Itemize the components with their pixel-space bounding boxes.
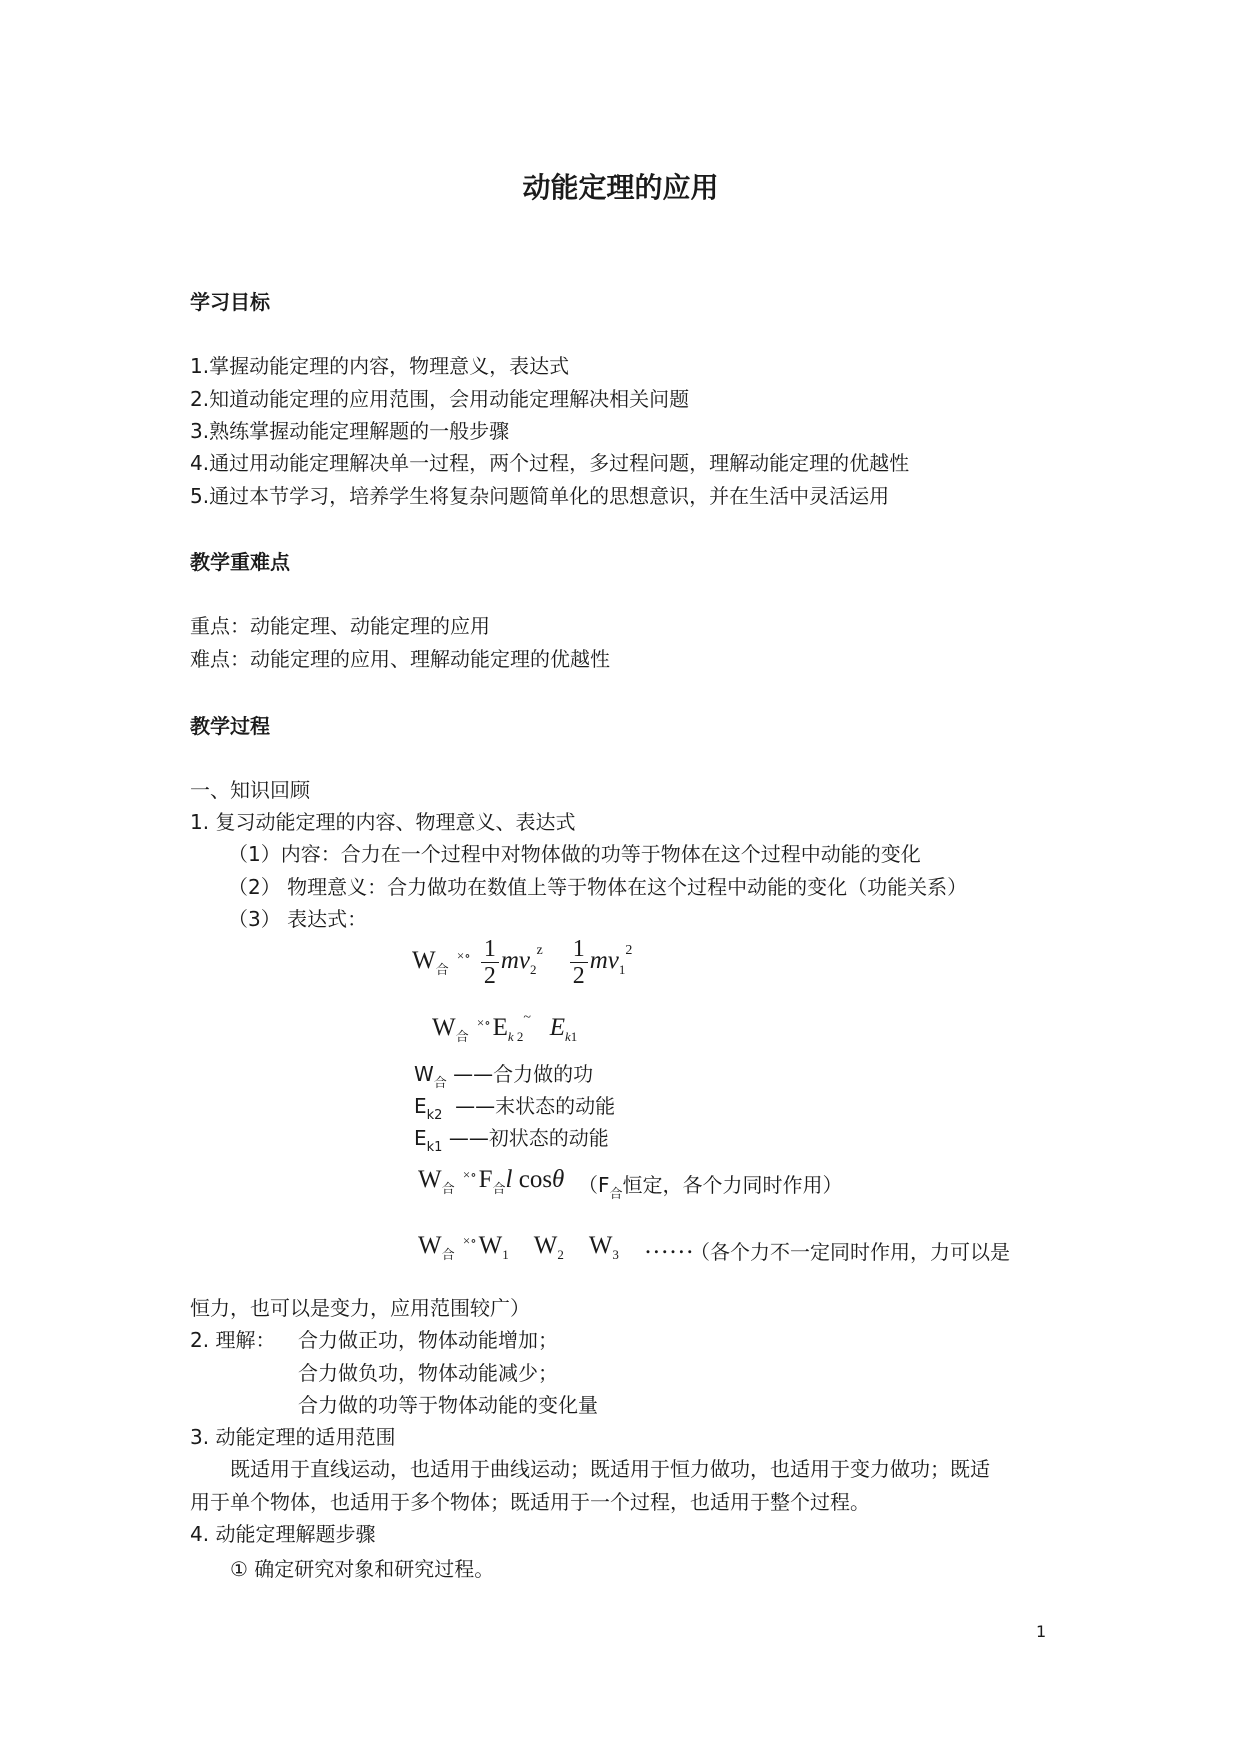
goal-item: 1.掌握动能定理的内容，物理意义，表达式 [190, 354, 570, 378]
sub-item-expression: （3） 表达式： [228, 907, 368, 931]
step-1: ① 确定研究对象和研究过程。 [230, 1557, 495, 1581]
item3-body: 用于单个物体，也适用于多个物体；既适用于一个过程，也适用于整个过程。 [190, 1490, 870, 1514]
item2-line: 合力做的功等于物体动能的变化量 [298, 1393, 598, 1417]
key-points-heading: 教学重难点 [190, 550, 290, 574]
definition-w: $W_合$ ——合力做的功 [414, 1062, 594, 1091]
item3-heading: 3. 动能定理的适用范围 [190, 1425, 396, 1449]
goal-item: 2.知道动能定理的应用范围，会用动能定理解决相关问题 [190, 387, 690, 411]
sum-note-continued: 恒力，也可以是变力，应用范围较广） [190, 1296, 530, 1320]
item1-heading: 1. 复习动能定理的内容、物理意义、表达式 [190, 810, 576, 834]
definition-ek2: $E_{k2}$ ——末状态的动能 [414, 1094, 616, 1123]
item2-line: 合力做负功，物体动能减少； [298, 1361, 558, 1385]
document-title: 动能定理的应用 [522, 171, 719, 204]
formula-work-constant-force: $W_合$ $^{\times\circ}F_合l$ cosθ [418, 1166, 565, 1196]
sub-item-content: （1）内容：合力在一个过程中对物体做的功等于物体在这个过程中动能的变化 [228, 842, 921, 866]
goals-heading: 学习目标 [190, 290, 270, 314]
focus-text: 重点：动能定理、动能定理的应用 [190, 614, 490, 638]
goal-item: 3.熟练掌握动能定理解题的一般步骤 [190, 419, 510, 443]
difficulty-text: 难点：动能定理的应用、理解动能定理的优越性 [190, 647, 610, 671]
goal-item: 5.通过本节学习，培养学生将复杂问题简单化的思想意识，并在生活中灵活运用 [190, 484, 890, 508]
constant-force-note: （$F_合$恒定，各个力同时作用） [578, 1173, 843, 1202]
formula-work-sum: $W_合$ $^{\times\circ}W_1$ $W_2$ $W_3$ …… [418, 1232, 694, 1262]
sub-item-meaning: （2） 物理意义：合力做功在数值上等于物体在这个过程中动能的变化（功能关系） [228, 875, 968, 899]
item4-heading: 4. 动能定理解题步骤 [190, 1522, 376, 1546]
process-heading: 教学过程 [190, 714, 270, 738]
page-number: 1 [1036, 1622, 1047, 1641]
part1-heading: 一、知识回顾 [190, 778, 310, 802]
formula-energy-difference: $W_合$ $^{\times\circ}E_{k 2}^\sim$ $E_{k1}$ [432, 1010, 578, 1044]
formula-kinetic-energy: $W_合$ ×∘ $\frac{1}{2}$ $mv_2^z$ $\frac{1}{2}$ $mv_1^2$ [412, 936, 633, 989]
definition-ek1: $E_{k1}$ ——初状态的动能 [414, 1126, 609, 1155]
item2-label: 2. 理解： [190, 1328, 276, 1352]
item3-body: 既适用于直线运动，也适用于曲线运动；既适用于恒力做功，也适用于变力做功；既适 [230, 1457, 990, 1481]
sum-note: （各个力不一定同时作用，力可以是 [690, 1240, 1010, 1264]
goal-item: 4.通过用动能定理解决单一过程，两个过程，多过程问题，理解动能定理的优越性 [190, 451, 910, 475]
item2-line: 合力做正功，物体动能增加； [298, 1328, 558, 1352]
